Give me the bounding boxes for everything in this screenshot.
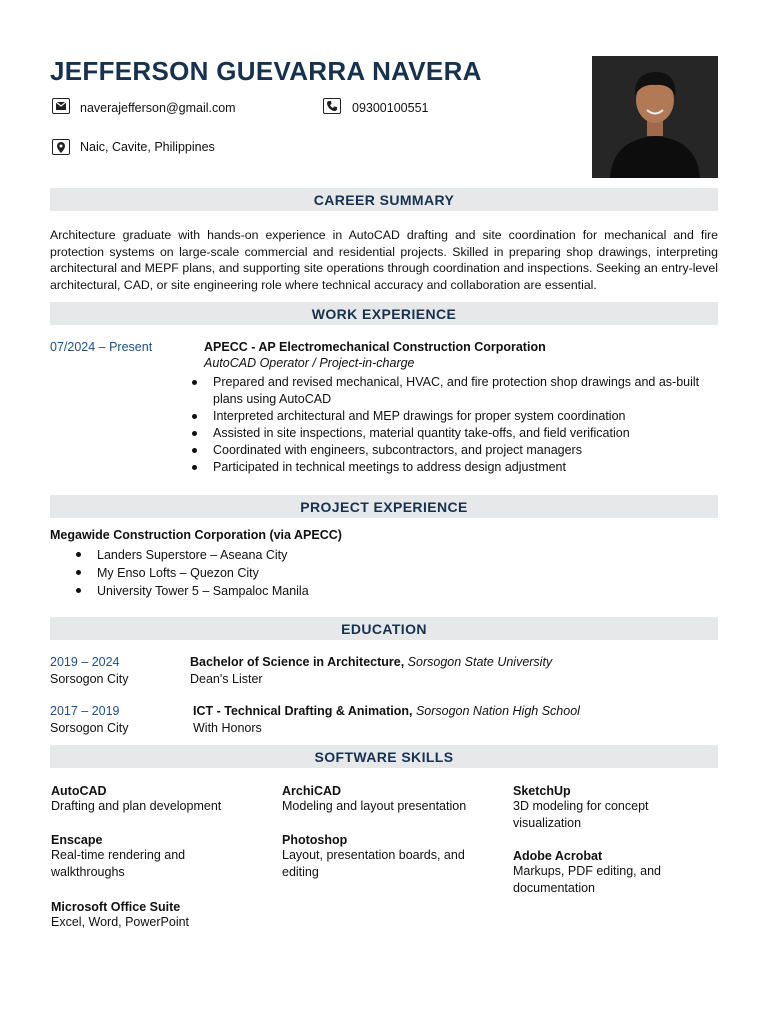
skill-item (282, 784, 497, 815)
list-item: Prepared and revised mechanical, HVAC, and fire protection shop drawings and as-built plans using AutoCAD (213, 374, 723, 408)
skill-item (513, 849, 688, 897)
skill-name: Microsoft Office Suite (51, 900, 181, 914)
skill-item (282, 833, 482, 881)
education-degree: ICT - Technical Drafting & Animation, (193, 704, 413, 718)
skill-name: AutoCAD (51, 784, 107, 798)
skill-description: Layout, presentation boards, and editing (282, 848, 465, 879)
section-header-education (50, 617, 718, 640)
skill-name: SketchUp (513, 784, 571, 798)
skill-name: Enscape (51, 833, 103, 847)
list-item: Landers Superstore – Aseana City (97, 546, 497, 564)
phone-text: 09300100551 (352, 101, 429, 115)
list-item: Participated in technical meetings to address design adjustment (213, 459, 723, 476)
skill-name: Photoshop (282, 833, 348, 847)
skill-item (51, 900, 266, 931)
education-degree: Bachelor of Science in Architecture, (190, 655, 405, 669)
skill-name: ArchiCAD (282, 784, 342, 798)
section-header-software-skills (50, 745, 718, 768)
skill-description: Modeling and layout presentation (282, 799, 467, 813)
section-title: SOFTWARE SKILLS (314, 748, 454, 765)
skill-description: Excel, Word, PowerPoint (51, 915, 190, 929)
candidate-name: JEFFERSON GUEVARRA NAVERA (50, 56, 482, 86)
list-item: Coordinated with engineers, subcontractors, and project managers (213, 442, 723, 459)
profile-photo (592, 56, 718, 178)
list-item: Interpreted architectural and MEP drawings for proper system coordination (213, 408, 723, 425)
education-note: With Honors (193, 721, 262, 735)
work-bullet-list (213, 374, 723, 476)
skill-description: 3D modeling for concept visualization (513, 799, 649, 830)
location-text: Naic, Cavite, Philippines (80, 140, 215, 154)
phone-icon (323, 98, 341, 114)
education-school: Sorsogon Nation High School (415, 704, 580, 718)
education-years: 2017 – 2019 (50, 704, 120, 718)
education-entry (190, 655, 552, 669)
skill-description: Real-time rendering and walkthroughs (51, 848, 186, 879)
project-list (97, 546, 497, 600)
education-entry (193, 704, 580, 718)
section-title: WORK EXPERIENCE (311, 305, 457, 322)
section-title: CAREER SUMMARY (313, 191, 455, 208)
section-header-career-summary (50, 188, 718, 211)
education-place: Sorsogon City (50, 672, 129, 686)
map-pin-icon (52, 139, 70, 155)
skill-name: Adobe Acrobat (513, 849, 603, 863)
education-place: Sorsogon City (50, 721, 129, 735)
skill-description: Markups, PDF editing, and documentation (513, 864, 661, 895)
project-company: Megawide Construction Corporation (via APECC) (50, 528, 342, 542)
section-title: PROJECT EXPERIENCE (300, 498, 468, 515)
skill-item (51, 784, 266, 815)
education-years: 2019 – 2024 (50, 655, 120, 669)
skill-description: Drafting and plan development (51, 799, 222, 813)
work-company: APECC - AP Electromechanical Construction Corporation (204, 340, 546, 354)
skill-item (513, 784, 688, 832)
skill-item (51, 833, 206, 881)
section-title: EDUCATION (341, 620, 427, 637)
work-date: 07/2024 – Present (50, 340, 153, 354)
envelope-icon (52, 98, 70, 114)
career-summary-text: Architecture graduate with hands-on experience in AutoCAD drafting and site coordination for mechanical and fire protection systems on large-scale commercial and residential projects. Skilled in preparing shop drawings, interpreting architectural and MEPF plans, and supporting site operations through coordination and inspections. Seeking an entry-level architectural, CAD, or site engineering role where technical accuracy and collaboration are essential. (50, 228, 718, 292)
list-item: My Enso Lofts – Quezon City (97, 564, 497, 582)
education-note: Dean's Lister (190, 672, 263, 686)
list-item: Assisted in site inspections, material quantity take-offs, and field verification (213, 425, 723, 442)
education-school: Sorsogon State University (407, 655, 553, 669)
section-header-project-experience (50, 495, 718, 518)
email-text: naverajefferson@gmail.com (80, 101, 236, 115)
work-role: AutoCAD Operator / Project-in-charge (204, 356, 415, 370)
section-header-work-experience (50, 302, 718, 325)
list-item: University Tower 5 – Sampaloc Manila (97, 582, 497, 600)
